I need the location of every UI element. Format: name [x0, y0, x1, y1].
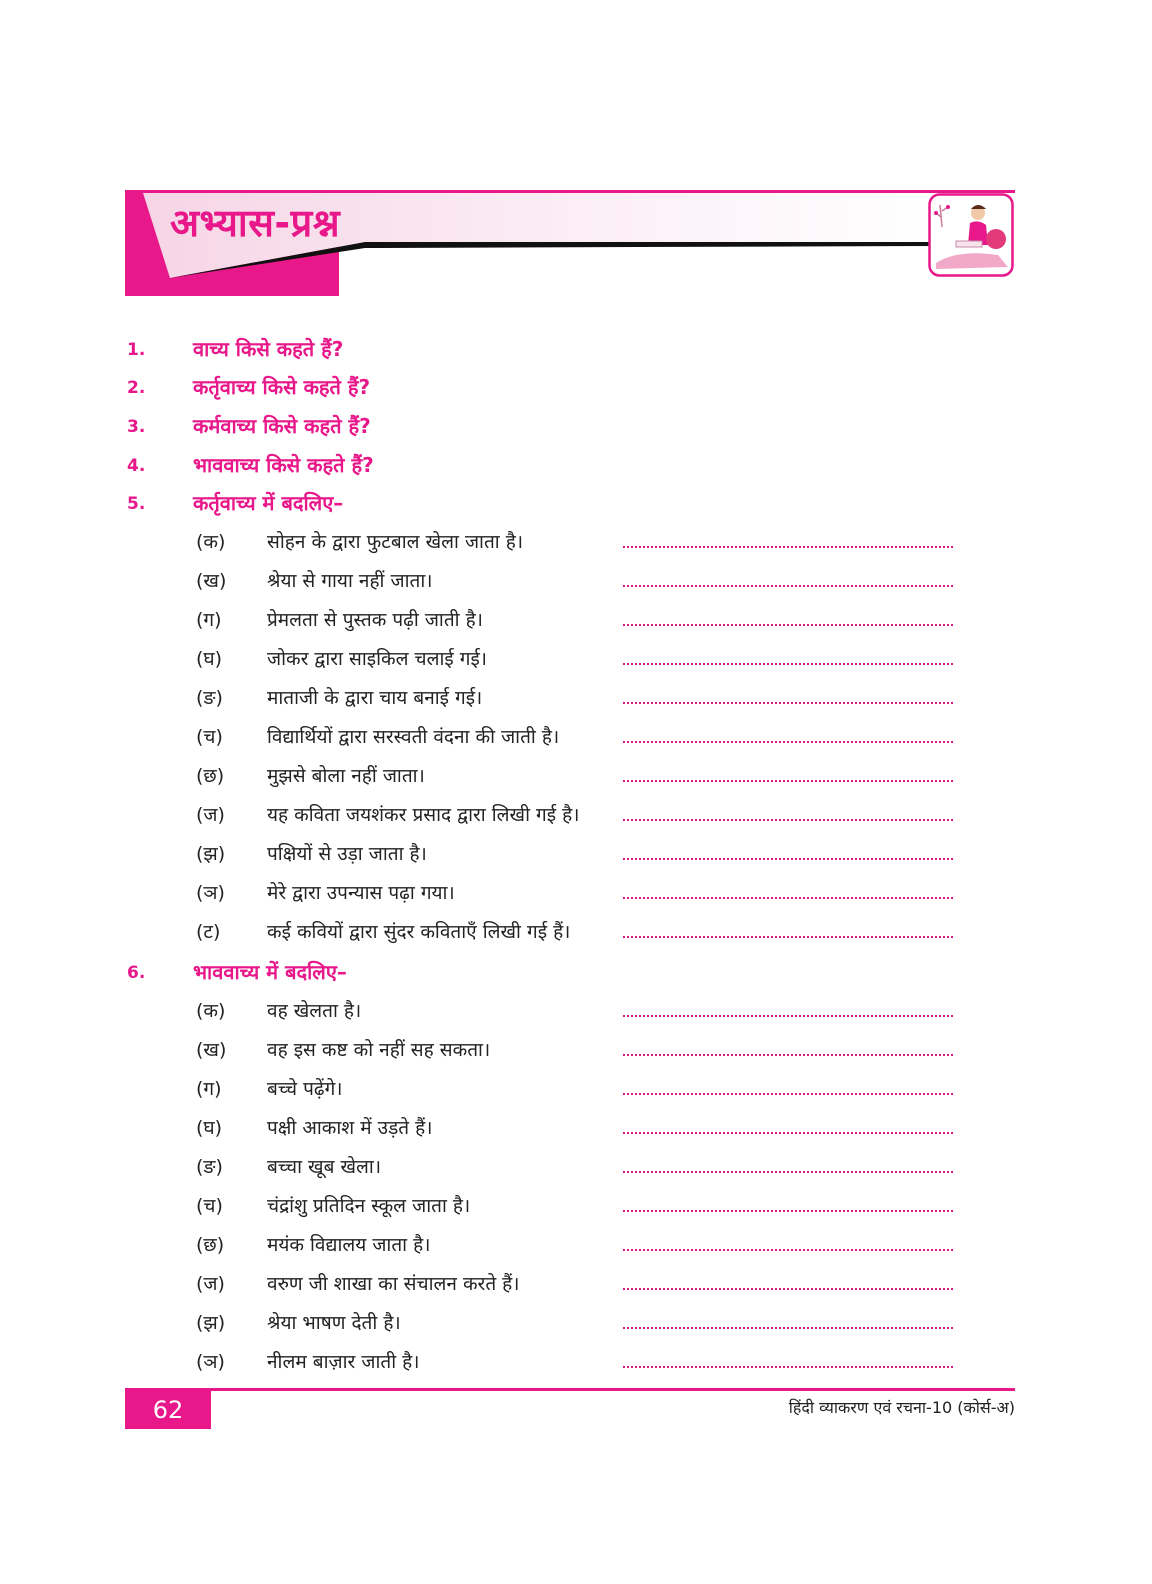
answer-blank[interactable] — [623, 1288, 953, 1290]
question-number: 6. — [127, 963, 146, 983]
sub-item-label: (घ) — [196, 648, 223, 670]
question-text: कर्तृवाच्य में बदलिए– — [193, 491, 344, 515]
sub-item-text: मेरे द्वारा उपन्यास पढ़ा गया। — [267, 882, 455, 904]
sub-item-text: प्रेमलता से पुस्तक पढ़ी जाती है। — [267, 609, 483, 631]
sub-item-text: मयंक विद्यालय जाता है। — [267, 1234, 431, 1256]
page-number: 62 — [125, 1391, 211, 1429]
answer-blank[interactable] — [623, 1249, 953, 1251]
answer-blank[interactable] — [623, 624, 953, 626]
answer-blank[interactable] — [623, 780, 953, 782]
sub-item-text: बच्चे पढ़ेंगे। — [267, 1078, 343, 1100]
sub-item-text: सोहन के द्वारा फुटबाल खेला जाता है। — [267, 531, 524, 553]
answer-blank[interactable] — [623, 1366, 953, 1368]
answer-blank[interactable] — [623, 1327, 953, 1329]
answer-blank[interactable] — [623, 546, 953, 548]
sub-item-label: (झ) — [196, 843, 226, 865]
sub-item-text: बच्चा खूब खेला। — [267, 1156, 382, 1178]
question-text: कर्मवाच्य किसे कहते हैं? — [193, 414, 371, 438]
sub-item-label: (ख) — [196, 570, 227, 592]
question-number: 4. — [127, 456, 146, 476]
sub-item-text: श्रेया भाषण देती है। — [267, 1312, 401, 1334]
sub-item-label: (ञ) — [196, 882, 225, 904]
question-number: 1. — [127, 340, 146, 360]
sub-item-label: (घ) — [196, 1117, 223, 1139]
sub-item-text: पक्षी आकाश में उड़ते हैं। — [267, 1117, 433, 1139]
sub-item-text: माताजी के द्वारा चाय बनाई गई। — [267, 687, 483, 709]
answer-blank[interactable] — [623, 1093, 953, 1095]
sub-item-text: कई कवियों द्वारा सुंदर कविताएँ लिखी गई हैं। — [267, 921, 571, 943]
sub-item-text: नीलम बाज़ार जाती है। — [267, 1351, 420, 1373]
answer-blank[interactable] — [623, 585, 953, 587]
sub-item-text: पक्षियों से उड़ा जाता है। — [267, 843, 427, 865]
sub-item-label: (क) — [196, 531, 226, 553]
sub-item-label: (ज) — [196, 804, 225, 826]
sub-item-text: मुझसे बोला नहीं जाता। — [267, 765, 425, 787]
sub-item-label: (ग) — [196, 609, 222, 631]
question-number: 2. — [127, 378, 146, 398]
sub-item-text: वह इस कष्ट को नहीं सह सकता। — [267, 1039, 491, 1061]
question-text: भाववाच्य किसे कहते हैं? — [193, 453, 374, 477]
sub-item-text: विद्यार्थियों द्वारा सरस्वती वंदना की जाती है। — [267, 726, 560, 748]
sub-item-label: (ग) — [196, 1078, 222, 1100]
sub-item-text: यह कविता जयशंकर प्रसाद द्वारा लिखी गई है। — [267, 804, 580, 826]
question-text: भाववाच्य में बदलिए– — [193, 960, 347, 984]
sub-item-text: वरुण जी शाखा का संचालन करते हैं। — [267, 1273, 520, 1295]
sub-item-label: (झ) — [196, 1312, 226, 1334]
sub-item-label: (च) — [196, 1195, 223, 1217]
answer-blank[interactable] — [623, 1210, 953, 1212]
sub-item-label: (ख) — [196, 1039, 227, 1061]
sub-item-text: चंद्रांशु प्रतिदिन स्कूल जाता है। — [267, 1195, 471, 1217]
sub-item-text: जोकर द्वारा साइकिल चलाई गई। — [267, 648, 487, 670]
sub-item-label: (ञ) — [196, 1351, 225, 1373]
question-text: कर्तृवाच्य किसे कहते हैं? — [193, 375, 371, 399]
book-title: हिंदी व्याकरण एवं रचना-10 (कोर्स-अ) — [788, 1398, 1015, 1417]
sub-item-label: (छ) — [196, 765, 225, 787]
question-text: वाच्य किसे कहते हैं? — [193, 337, 344, 361]
reading-girl-illustration — [928, 193, 1014, 277]
sub-item-label: (ङ) — [196, 687, 223, 709]
question-number: 5. — [127, 494, 146, 514]
answer-blank[interactable] — [623, 1171, 953, 1173]
sub-item-label: (छ) — [196, 1234, 225, 1256]
answer-blank[interactable] — [623, 858, 953, 860]
sub-item-label: (च) — [196, 726, 223, 748]
answer-blank[interactable] — [623, 1054, 953, 1056]
footer-divider — [125, 1388, 1015, 1391]
sub-item-label: (ङ) — [196, 1156, 223, 1178]
sub-item-label: (ट) — [196, 921, 221, 943]
sub-item-label: (क) — [196, 1000, 226, 1022]
question-number: 3. — [127, 417, 146, 437]
sub-item-text: वह खेलता है। — [267, 1000, 362, 1022]
answer-blank[interactable] — [623, 741, 953, 743]
answer-blank[interactable] — [623, 936, 953, 938]
answer-blank[interactable] — [623, 702, 953, 704]
sub-item-label: (ज) — [196, 1273, 225, 1295]
answer-blank[interactable] — [623, 897, 953, 899]
answer-blank[interactable] — [623, 1132, 953, 1134]
answer-blank[interactable] — [623, 663, 953, 665]
sub-item-text: श्रेया से गाया नहीं जाता। — [267, 570, 433, 592]
page-title: अभ्यास-प्रश्न — [170, 201, 341, 245]
answer-blank[interactable] — [623, 1015, 953, 1017]
answer-blank[interactable] — [623, 819, 953, 821]
